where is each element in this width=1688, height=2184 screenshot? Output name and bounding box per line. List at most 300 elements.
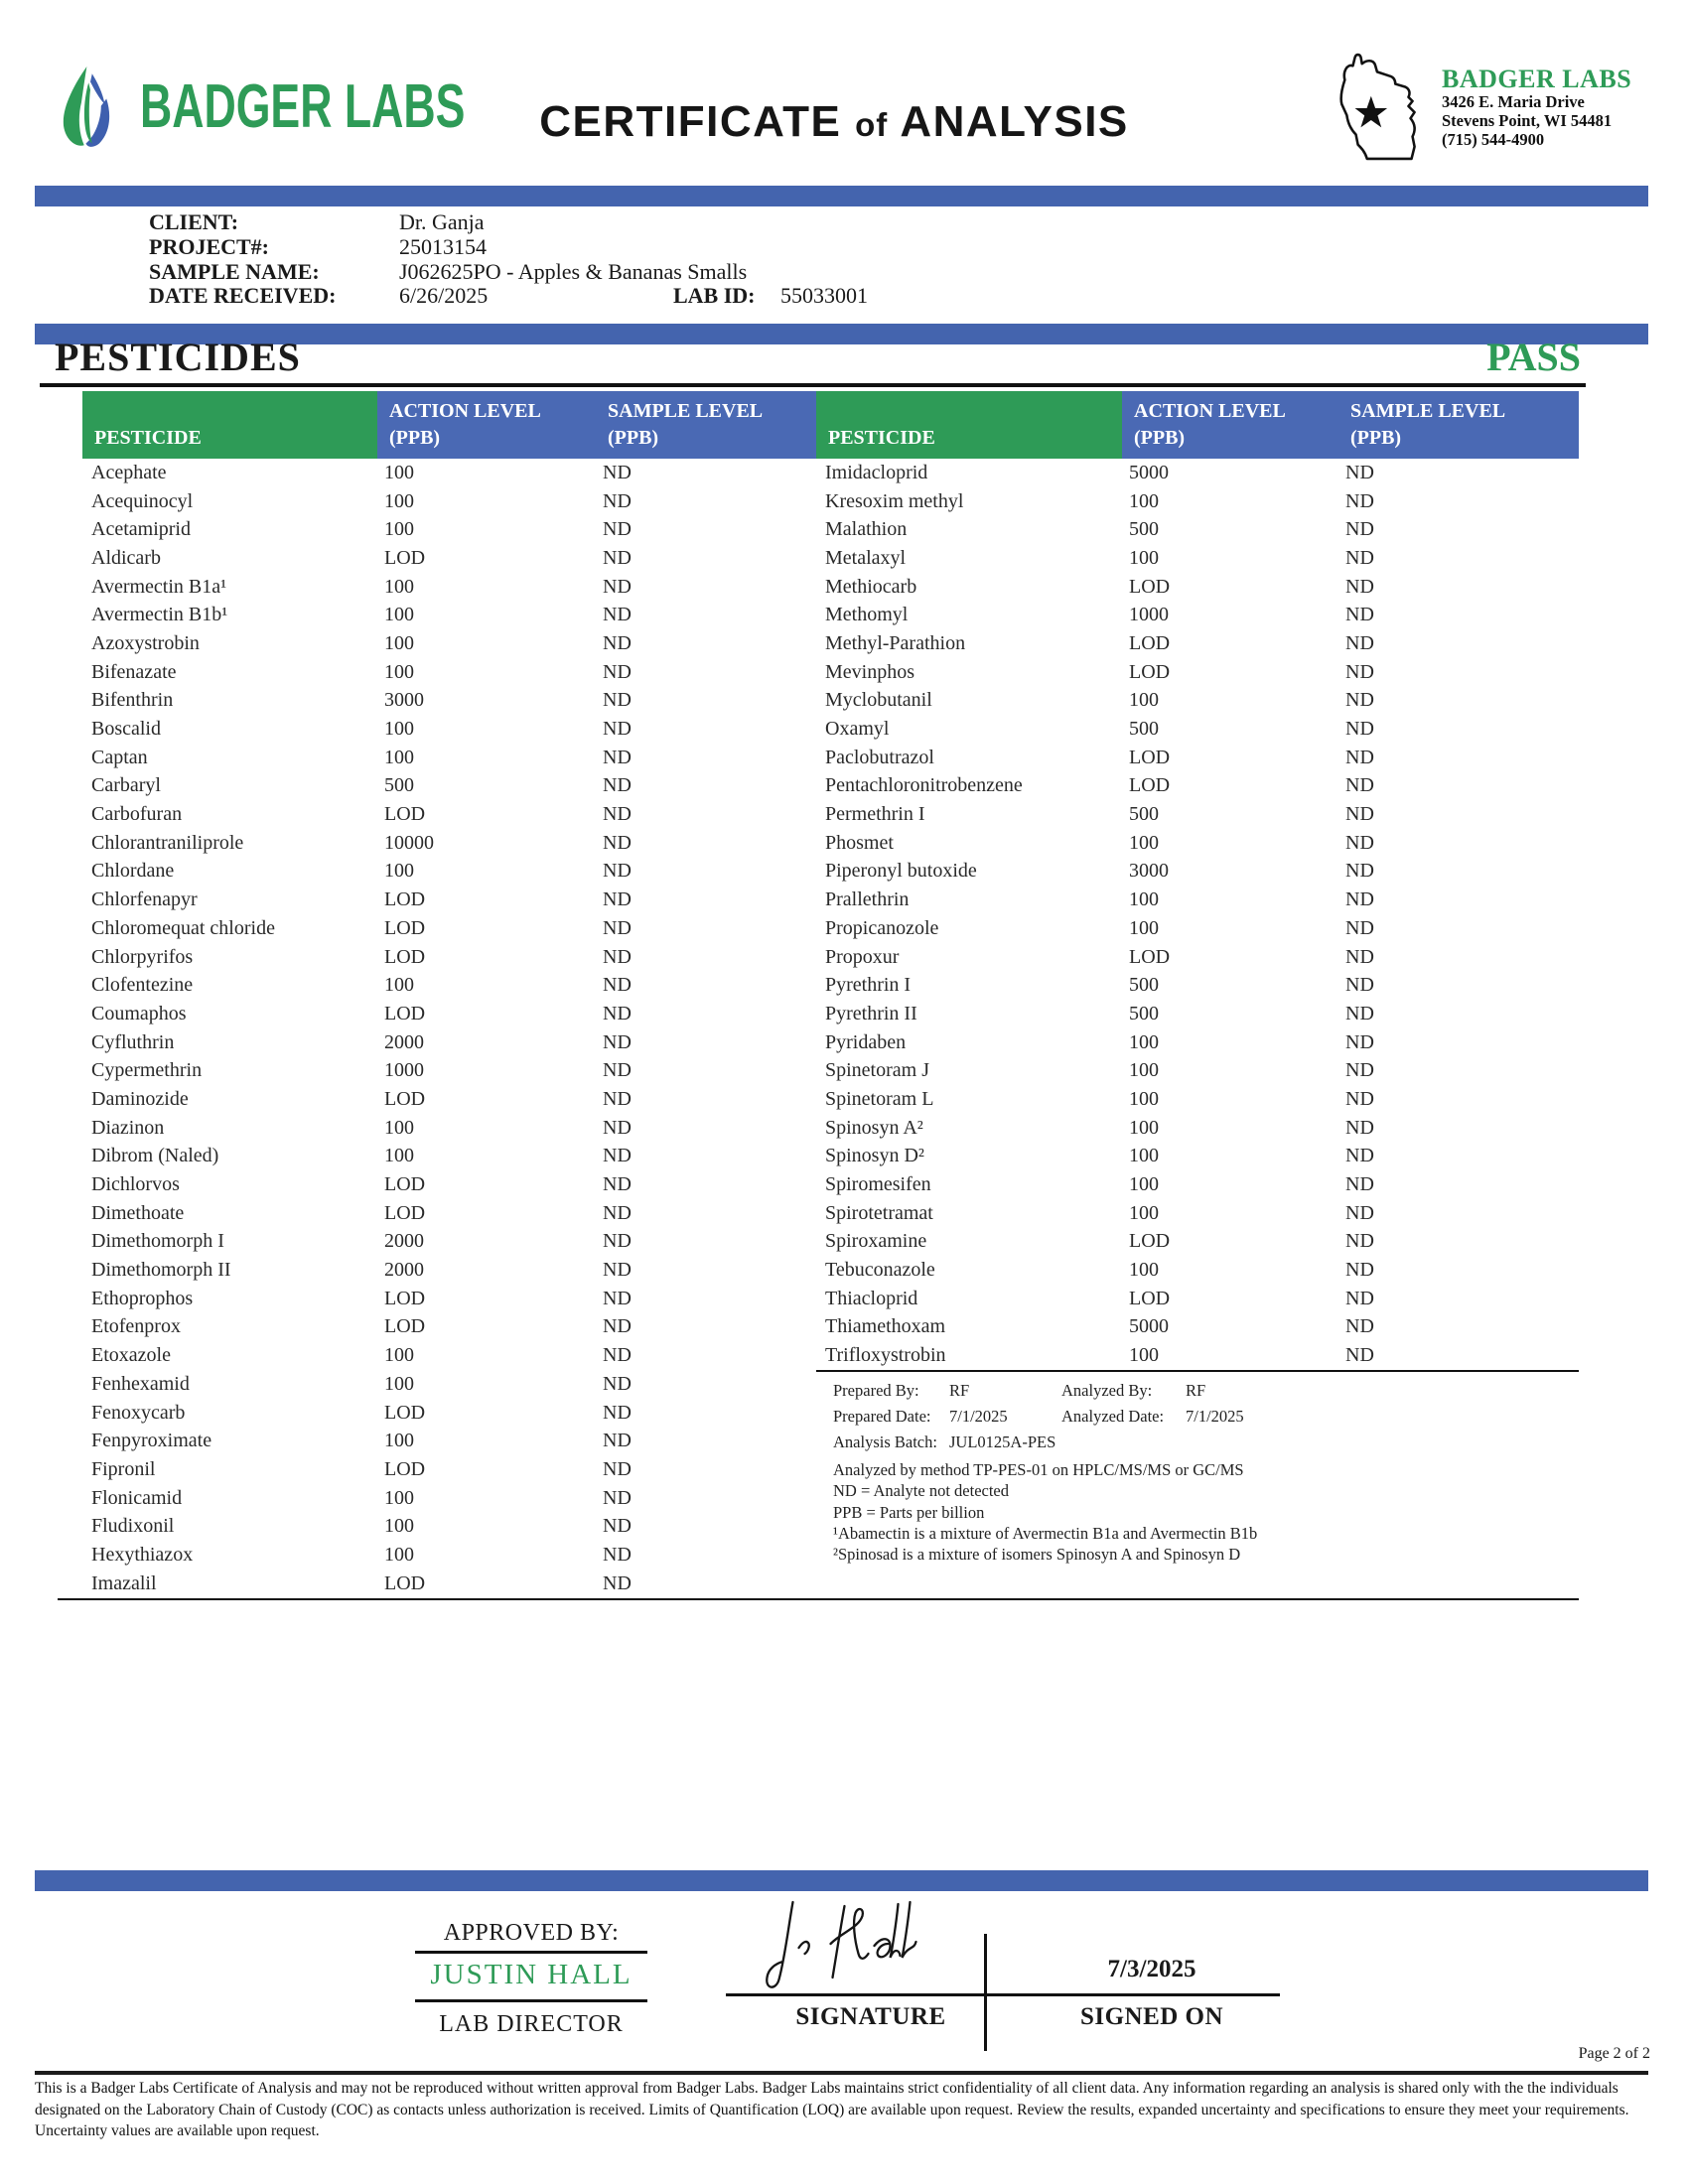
sample-level-value: ND: [1345, 1002, 1374, 1024]
approval-rule: [415, 1951, 647, 1954]
action-level-value: 10000: [384, 831, 434, 854]
action-level-value: LOD: [384, 888, 426, 911]
sample-level-value: ND: [1345, 1344, 1374, 1367]
table-row: [816, 886, 1579, 914]
action-level-value: 100: [1129, 1059, 1159, 1082]
table-row: [816, 515, 1579, 544]
pesticide-name: Azoxystrobin: [91, 631, 200, 654]
sample-level-value: ND: [603, 660, 632, 683]
disclaimer-text: This is a Badger Labs Certificate of Analysis and may not be reproduced without written approval from Badger Labs. Badger Labs maintains strict confidentiality of all client data. Any information regarding an analysis is shared only with the the individuals designated on the Laboratory Chain of Custody (COC) as contacts unless authorization is received. Limits of Quantification (LOQ) are available upon request. Review the results, expanded uncertainty and specifications to ensure they meet your requirements. Uncertainty values are available upon request.: [35, 2080, 1629, 2139]
divider-bar-bottom: [35, 1870, 1648, 1891]
table-row: [816, 772, 1579, 801]
sample-level-value: ND: [603, 1372, 632, 1395]
column-header-action-level: ACTION LEVEL (PPB): [1122, 391, 1338, 459]
client-value: Dr. Ganja: [399, 209, 485, 234]
sample-level-value: ND: [603, 575, 632, 598]
table-row: [82, 971, 816, 1000]
table-row: [816, 1256, 1579, 1285]
table-row: [82, 459, 816, 487]
sample-level-value: ND: [1345, 575, 1374, 598]
pesticide-name: Myclobutanil: [825, 689, 932, 712]
pesticide-name: Pyrethrin II: [825, 1002, 917, 1024]
action-level-value: 100: [1129, 1201, 1159, 1224]
pesticide-name: Spirotetramat: [825, 1201, 933, 1224]
table-row: [82, 1056, 816, 1085]
table-row: [82, 1256, 816, 1285]
spinosad-footnote: ²Spinosad is a mixture of isomers Spinosyn A and Spinosyn D: [833, 1545, 1241, 1565]
action-level-value: LOD: [384, 1457, 426, 1480]
section-underline: [40, 383, 1586, 387]
table-row: [82, 1341, 816, 1370]
date-received-value: 6/26/2025: [399, 283, 489, 309]
pesticide-name: Imazalil: [91, 1571, 157, 1594]
action-level-value: 100: [1129, 489, 1159, 512]
pesticide-name: Spinetoram J: [825, 1059, 929, 1082]
pesticide-name: Methiocarb: [825, 575, 917, 598]
table-row: [816, 1313, 1579, 1342]
pesticide-name: Boscalid: [91, 718, 161, 741]
sample-level-value: ND: [1345, 660, 1374, 683]
sample-level-value: ND: [603, 1457, 632, 1480]
table-row: [82, 914, 816, 943]
table-row: [816, 1028, 1579, 1057]
table-row: [82, 1541, 816, 1570]
sample-level-value: ND: [1345, 831, 1374, 854]
pesticide-name: Clofentezine: [91, 974, 194, 997]
pesticide-name: Fenpyroximate: [91, 1430, 212, 1452]
sample-level-value: ND: [603, 546, 632, 569]
sample-level-value: ND: [1345, 1030, 1374, 1053]
lab-address-line2: Stevens Point, WI 54481: [1442, 111, 1613, 131]
sample-level-value: ND: [603, 1486, 632, 1509]
sample-level-value: ND: [1345, 604, 1374, 626]
action-level-value: 100: [384, 575, 414, 598]
pass-status-badge: PASS: [1486, 335, 1581, 379]
pesticide-name: Spiroxamine: [825, 1230, 927, 1253]
signature-rule: [726, 1993, 1280, 1996]
action-level-value: 100: [384, 860, 414, 883]
table-row: [816, 629, 1579, 658]
sample-level-value: ND: [603, 1259, 632, 1282]
action-level-value: 500: [1129, 803, 1159, 826]
pesticide-name: Piperonyl butoxide: [825, 860, 977, 883]
sample-level-value: ND: [603, 803, 632, 826]
sample-level-value: ND: [1345, 1087, 1374, 1110]
pesticide-name: Carbofuran: [91, 803, 183, 826]
signature-icon: [757, 1896, 1010, 1995]
pesticide-name: Pentachloronitrobenzene: [825, 774, 1023, 797]
prepared-date-label: Prepared Date:: [833, 1407, 931, 1426]
table-row: [82, 1427, 816, 1455]
pesticide-name: Oxamyl: [825, 718, 890, 741]
column-header-action-level: ACTION LEVEL (PPB): [377, 391, 596, 459]
table-row: [82, 772, 816, 801]
table-row: [816, 1228, 1579, 1257]
action-level-value: 1000: [384, 1059, 424, 1082]
table-row: [816, 744, 1579, 772]
table-row: [816, 687, 1579, 716]
action-level-value: LOD: [384, 1201, 426, 1224]
logo-text: BADGER LABS: [140, 72, 466, 141]
action-level-value: 2000: [384, 1230, 424, 1253]
table-row: [82, 573, 816, 602]
action-level-value: 500: [1129, 1002, 1159, 1024]
action-level-value: LOD: [1129, 774, 1171, 797]
table-row: [816, 573, 1579, 602]
sample-level-value: ND: [603, 489, 632, 512]
action-level-value: 100: [1129, 1030, 1159, 1053]
table-row: [82, 1199, 816, 1228]
pesticide-name: Hexythiazox: [91, 1543, 194, 1566]
approver-title: LAB DIRECTOR: [439, 2011, 624, 2037]
pesticide-name: Etoxazole: [91, 1344, 171, 1367]
pesticide-name: Methyl-Parathion: [825, 631, 966, 654]
table-row: [82, 1085, 816, 1114]
action-level-value: LOD: [384, 1401, 426, 1424]
table-row: [816, 1056, 1579, 1085]
action-level-value: 3000: [1129, 860, 1169, 883]
pesticide-name: Pyrethrin I: [825, 974, 912, 997]
table-row: [816, 1199, 1579, 1228]
sample-level-value: ND: [1345, 689, 1374, 712]
action-level-value: 100: [1129, 1087, 1159, 1110]
action-level-value: LOD: [1129, 1287, 1171, 1309]
sample-level-value: ND: [1345, 803, 1374, 826]
sample-level-value: ND: [1345, 945, 1374, 968]
action-level-value: LOD: [1129, 746, 1171, 768]
table-row: [816, 601, 1579, 629]
sample-level-value: ND: [1345, 1287, 1374, 1309]
pesticide-name: Propoxur: [825, 945, 900, 968]
project-value: 25013154: [399, 233, 487, 259]
action-level-value: 100: [1129, 916, 1159, 939]
action-level-value: 100: [384, 746, 414, 768]
pesticide-name: Dimethoate: [91, 1201, 185, 1224]
action-level-value: 100: [1129, 1116, 1159, 1139]
action-level-value: 100: [384, 604, 414, 626]
sample-level-value: ND: [1345, 1230, 1374, 1253]
pesticide-name: Pyridaben: [825, 1030, 907, 1053]
lab-id-value: 55033001: [780, 283, 868, 309]
pesticide-name: Bifenazate: [91, 660, 177, 683]
action-level-value: LOD: [384, 945, 426, 968]
pesticide-name: Avermectin B1a¹: [91, 575, 227, 598]
sample-level-value: ND: [603, 774, 632, 797]
sample-level-value: ND: [1345, 1116, 1374, 1139]
table-row: [816, 544, 1579, 573]
sample-level-value: ND: [603, 1173, 632, 1196]
sample-level-value: ND: [603, 1287, 632, 1309]
pesticide-name: Fenhexamid: [91, 1372, 190, 1395]
sample-level-value: ND: [1345, 916, 1374, 939]
action-level-value: 100: [384, 1543, 414, 1566]
pesticide-table-right: [816, 459, 1579, 1372]
action-level-value: 100: [1129, 831, 1159, 854]
action-level-value: 100: [1129, 1259, 1159, 1282]
sample-level-value: ND: [603, 1145, 632, 1167]
pesticide-name: Acetamiprid: [91, 518, 191, 541]
action-level-value: 100: [384, 489, 414, 512]
action-level-value: LOD: [384, 1002, 426, 1024]
pesticide-name: Thiamethoxam: [825, 1315, 946, 1338]
sample-level-value: ND: [1345, 746, 1374, 768]
table-row: [816, 1170, 1579, 1199]
action-level-value: LOD: [384, 1287, 426, 1309]
action-level-value: 2000: [384, 1259, 424, 1282]
pesticide-name: Chlorfenapyr: [91, 888, 198, 911]
pesticide-name: Ethoprophos: [91, 1287, 194, 1309]
sample-level-value: ND: [603, 1571, 632, 1594]
sample-level-value: ND: [603, 1002, 632, 1024]
pesticide-name: Diazinon: [91, 1116, 165, 1139]
method-note: Analyzed by method TP-PES-01 on HPLC/MS/MS or GC/MS: [833, 1460, 1244, 1479]
leaf-logo-icon: [55, 62, 126, 153]
action-level-value: 100: [384, 974, 414, 997]
pesticide-name: Tebuconazole: [825, 1259, 935, 1282]
column-header-sample-level: SAMPLE LEVEL (PPB): [1338, 391, 1579, 459]
lab-id-label: LAB ID:: [673, 283, 756, 309]
sample-level-value: ND: [1345, 489, 1374, 512]
table-row: [82, 487, 816, 516]
action-level-value: 100: [384, 1430, 414, 1452]
approved-by-label: APPROVED BY:: [443, 1920, 620, 1946]
action-level-value: LOD: [384, 1315, 426, 1338]
action-level-value: 100: [1129, 689, 1159, 712]
section-title: PESTICIDES: [55, 335, 301, 379]
sample-level-value: ND: [603, 916, 632, 939]
pesticide-name: Spinosyn D²: [825, 1145, 924, 1167]
table-row: [82, 515, 816, 544]
table-row: [82, 1512, 816, 1541]
sample-level-value: ND: [1345, 461, 1374, 483]
pesticide-name: Spiromesifen: [825, 1173, 931, 1196]
pesticide-name: Cyfluthrin: [91, 1030, 175, 1053]
ppb-note: PPB = Parts per billion: [833, 1502, 985, 1522]
lab-address-line1: 3426 E. Maria Drive: [1442, 92, 1585, 112]
pesticide-name: Thiacloprid: [825, 1287, 918, 1309]
analysis-batch-value: JUL0125A-PES: [949, 1433, 1056, 1451]
action-level-value: 500: [1129, 974, 1159, 997]
sample-name-value: J062625PO - Apples & Bananas Smalls: [399, 258, 748, 284]
sample-level-value: ND: [603, 518, 632, 541]
sample-level-value: ND: [603, 1201, 632, 1224]
pesticide-name: Dimethomorph I: [91, 1230, 224, 1253]
signed-on-date: 7/3/2025: [1107, 1956, 1196, 1982]
table-row: [82, 1570, 816, 1598]
table-row: [82, 1313, 816, 1342]
pesticide-name: Metalaxyl: [825, 546, 907, 569]
sample-level-value: ND: [1345, 774, 1374, 797]
pesticide-name: Methomyl: [825, 604, 909, 626]
action-level-value: 100: [384, 718, 414, 741]
table-row: [82, 1143, 816, 1171]
action-level-value: LOD: [1129, 1230, 1171, 1253]
column-header-pesticide: PESTICIDE: [82, 391, 377, 459]
table-row: [82, 629, 816, 658]
sample-level-value: ND: [603, 1059, 632, 1082]
sample-level-value: ND: [603, 1344, 632, 1367]
action-level-value: LOD: [384, 916, 426, 939]
table-row: [82, 1028, 816, 1057]
pesticide-name: Cypermethrin: [91, 1059, 203, 1082]
sample-level-value: ND: [603, 461, 632, 483]
prepared-by-label: Prepared By:: [833, 1381, 919, 1400]
sample-level-value: ND: [603, 860, 632, 883]
action-level-value: LOD: [1129, 945, 1171, 968]
sample-level-value: ND: [603, 631, 632, 654]
table-row: [82, 1114, 816, 1143]
wisconsin-map-icon: [1331, 52, 1432, 163]
approval-block: [415, 1920, 647, 2038]
pesticide-table-left: [82, 459, 816, 1598]
sample-level-value: ND: [603, 1315, 632, 1338]
action-level-value: 100: [384, 1145, 414, 1167]
action-level-value: 100: [1129, 1344, 1159, 1367]
pesticide-name: Phosmet: [825, 831, 894, 854]
signature-divider: [984, 1934, 987, 2051]
action-level-value: 500: [1129, 718, 1159, 741]
table-header-left: [82, 391, 816, 459]
sample-level-value: ND: [603, 1430, 632, 1452]
action-level-value: 100: [1129, 1145, 1159, 1167]
sample-level-value: ND: [603, 1230, 632, 1253]
action-level-value: LOD: [384, 546, 426, 569]
table-row: [816, 829, 1579, 858]
action-level-value: 500: [1129, 518, 1159, 541]
pesticide-name: Coumaphos: [91, 1002, 187, 1024]
signature-label: SIGNATURE: [795, 2003, 946, 2030]
sample-level-value: ND: [603, 604, 632, 626]
table-row: [82, 1285, 816, 1313]
approval-rule: [415, 1999, 647, 2002]
action-level-value: LOD: [1129, 660, 1171, 683]
table-row: [82, 858, 816, 887]
action-level-value: 100: [1129, 1173, 1159, 1196]
table-row: [82, 1455, 816, 1484]
table-row: [82, 943, 816, 972]
page-title: CERTIFICATE of ANALYSIS: [539, 97, 1129, 146]
sample-level-value: ND: [603, 888, 632, 911]
sample-level-value: ND: [603, 718, 632, 741]
action-level-value: LOD: [384, 1571, 426, 1594]
sample-level-value: ND: [603, 689, 632, 712]
prepared-date-value: 7/1/2025: [949, 1407, 1008, 1426]
table-row: [82, 1399, 816, 1428]
table-row: [816, 1085, 1579, 1114]
pesticide-name: Kresoxim methyl: [825, 489, 964, 512]
pesticide-name: Flonicamid: [91, 1486, 183, 1509]
action-level-value: 100: [384, 518, 414, 541]
lab-phone: (715) 544-4900: [1442, 130, 1545, 150]
table-row: [816, 800, 1579, 829]
table-row: [816, 1000, 1579, 1028]
prepared-by-value: RF: [949, 1381, 970, 1400]
column-header-pesticide: PESTICIDE: [816, 391, 1122, 459]
pesticide-name: Permethrin I: [825, 803, 925, 826]
action-level-value: 100: [1129, 888, 1159, 911]
analyzed-date-label: Analyzed Date:: [1061, 1407, 1165, 1426]
table-row: [816, 1114, 1579, 1143]
sample-level-value: ND: [1345, 888, 1374, 911]
sample-level-value: ND: [603, 831, 632, 854]
abamectin-footnote: ¹Abamectin is a mixture of Avermectin B1a and Avermectin B1b: [833, 1523, 1258, 1543]
pesticide-name: Dibrom (Naled): [91, 1145, 219, 1167]
client-info: [149, 210, 868, 309]
analysis-batch-label: Analysis Batch:: [833, 1433, 937, 1451]
sample-level-value: ND: [603, 974, 632, 997]
table-row: [816, 943, 1579, 972]
table-row: [82, 800, 816, 829]
table-row: [82, 687, 816, 716]
pesticide-name: Fenoxycarb: [91, 1401, 186, 1424]
pesticide-name: Chlordane: [91, 860, 175, 883]
sample-level-value: ND: [603, 1543, 632, 1566]
approver-name: JUSTIN HALL: [430, 1959, 633, 1990]
divider-bar-top: [35, 186, 1648, 206]
pesticide-name: Dimethomorph II: [91, 1259, 231, 1282]
analyzed-by-label: Analyzed By:: [1061, 1381, 1153, 1400]
sample-level-value: ND: [1345, 1059, 1374, 1082]
pesticide-name: Dichlorvos: [91, 1173, 180, 1196]
action-level-value: LOD: [384, 1173, 426, 1196]
pesticide-name: Acequinocyl: [91, 489, 194, 512]
action-level-value: 100: [384, 1372, 414, 1395]
action-level-value: 1000: [1129, 604, 1169, 626]
pesticide-name: Bifenthrin: [91, 689, 174, 712]
action-level-value: 100: [384, 1515, 414, 1538]
pesticide-name: Propicanozole: [825, 916, 939, 939]
table-row: [82, 829, 816, 858]
sample-name-label: SAMPLE NAME:: [149, 258, 320, 284]
action-level-value: 5000: [1129, 461, 1169, 483]
nd-note: ND = Analyte not detected: [833, 1481, 1010, 1501]
footer-rule: [35, 2071, 1648, 2075]
page-number: Page 2 of 2: [1578, 2045, 1650, 2062]
action-level-value: 3000: [384, 689, 424, 712]
pesticide-name: Imidacloprid: [825, 461, 928, 483]
sample-level-value: ND: [1345, 974, 1374, 997]
lab-name: BADGER LABS: [1442, 65, 1632, 93]
analysis-meta: [816, 1378, 1579, 1565]
signed-on-label: SIGNED ON: [1079, 2003, 1224, 2030]
action-level-value: 5000: [1129, 1315, 1169, 1338]
action-level-value: LOD: [384, 803, 426, 826]
pesticide-name: Prallethrin: [825, 888, 910, 911]
action-level-value: 500: [384, 774, 414, 797]
action-level-value: LOD: [1129, 631, 1171, 654]
action-level-value: LOD: [384, 1087, 426, 1110]
pesticide-name: Paclobutrazol: [825, 746, 934, 768]
table-row: [82, 1228, 816, 1257]
pesticide-name: Chloromequat chloride: [91, 916, 275, 939]
pesticide-name: Daminozide: [91, 1087, 189, 1110]
table-bottom-rule: [58, 1598, 1579, 1600]
sample-level-value: ND: [603, 1116, 632, 1139]
pesticide-name: Carbaryl: [91, 774, 161, 797]
project-label: PROJECT#:: [149, 233, 269, 259]
table-row: [816, 1341, 1579, 1370]
sample-level-value: ND: [603, 1087, 632, 1110]
table-row: [816, 487, 1579, 516]
pesticide-name: Chlorantraniliprole: [91, 831, 244, 854]
action-level-value: 100: [384, 1486, 414, 1509]
sample-level-value: ND: [603, 746, 632, 768]
pesticide-name: Mevinphos: [825, 660, 914, 683]
sample-level-value: ND: [1345, 1315, 1374, 1338]
action-level-value: 100: [1129, 546, 1159, 569]
column-header-sample-level: SAMPLE LEVEL (PPB): [596, 391, 816, 459]
pesticide-name: Spinetoram L: [825, 1087, 934, 1110]
